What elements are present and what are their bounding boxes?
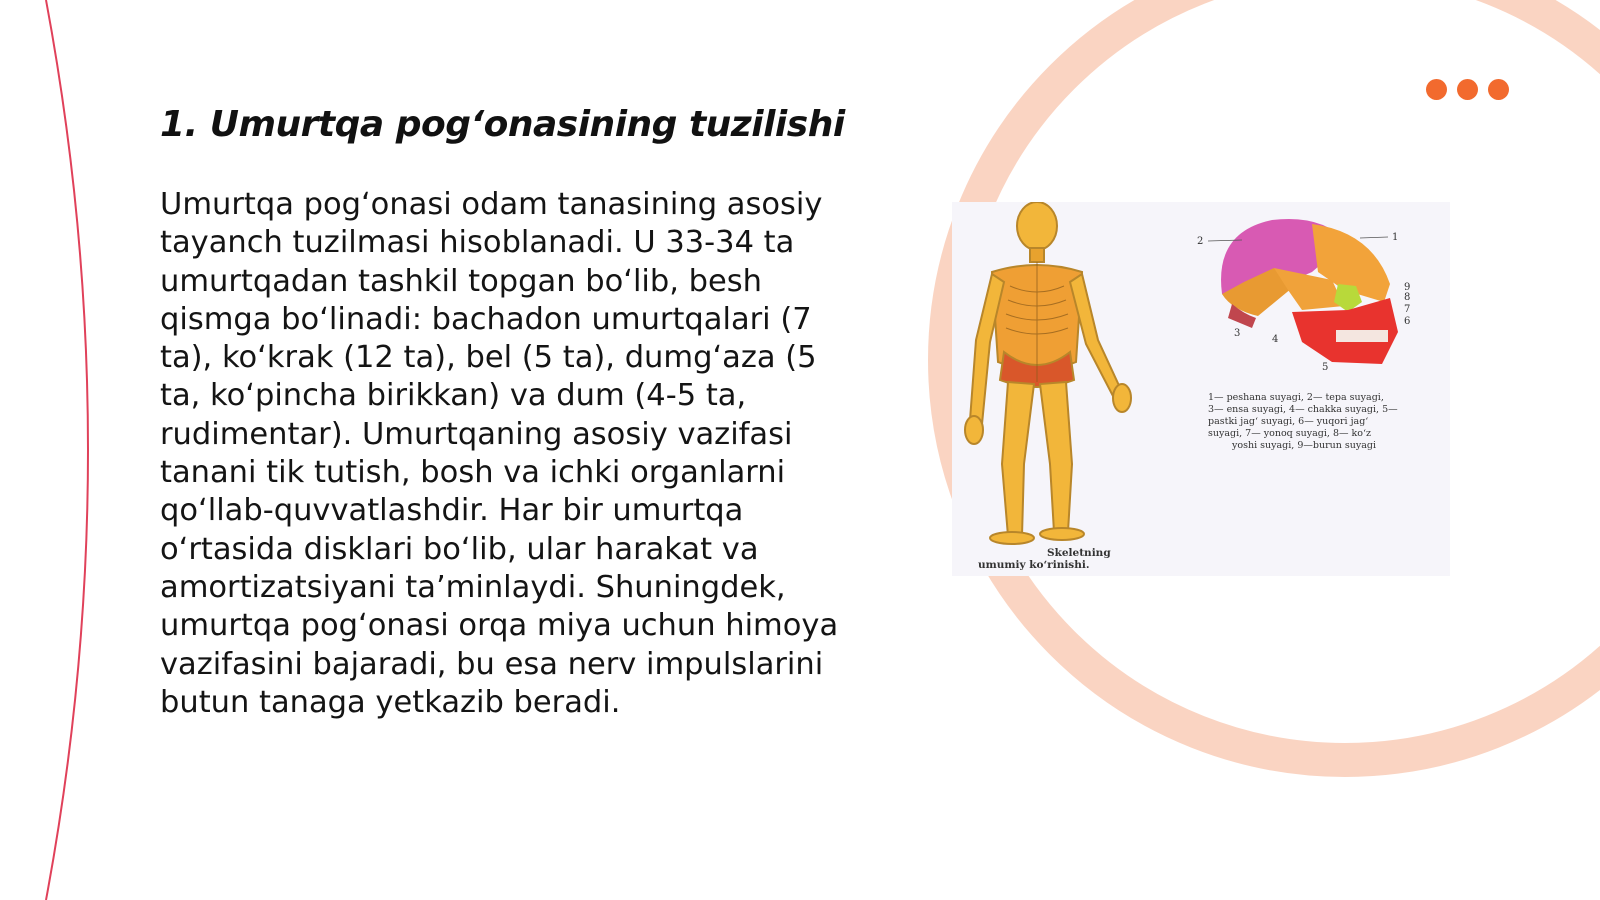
- svg-text:1: 1: [1392, 232, 1399, 243]
- svg-text:2: 2: [1197, 236, 1204, 247]
- svg-text:8: 8: [1404, 292, 1411, 303]
- menu-dots: [1426, 79, 1509, 100]
- svg-text:5: 5: [1322, 362, 1329, 373]
- svg-text:1— peshana suyagi, 2— tepa suy: 1— peshana suyagi, 2— tepa suyagi,: [1208, 392, 1384, 403]
- svg-text:3— ensa suyagi, 4— chakka suya: 3— ensa suyagi, 4— chakka suyagi, 5—: [1208, 404, 1398, 415]
- svg-text:4: 4: [1272, 334, 1279, 345]
- svg-text:suyagi, 7— yonoq suyagi, 8— ko: suyagi, 7— yonoq suyagi, 8— ko‘z: [1208, 428, 1372, 439]
- skeleton-skull-figure: [952, 202, 1450, 576]
- svg-text:yoshi suyagi, 9—burun suyagi: yoshi suyagi, 9—burun suyagi: [1232, 440, 1377, 451]
- dot-icon: [1426, 79, 1447, 100]
- skull-illustration: [1221, 219, 1398, 364]
- svg-text:9: 9: [1404, 282, 1411, 293]
- dot-icon: [1457, 79, 1478, 100]
- skull-legend: [1208, 392, 1398, 451]
- svg-text:3: 3: [1234, 328, 1241, 339]
- figure-caption: umumiy ko‘rinishi.: [978, 559, 1090, 571]
- svg-text:7: 7: [1404, 304, 1411, 315]
- skeleton-illustration: [965, 202, 1131, 544]
- slide-title: 1. Umurtqa pog‘onasining tuzilishi: [160, 104, 845, 145]
- svg-text:pastki jag‘ suyagi, 6— yuqori: pastki jag‘ suyagi, 6— yuqori jag‘: [1208, 416, 1369, 427]
- left-edge-curve: [46, 0, 88, 900]
- dot-icon: [1488, 79, 1509, 100]
- slide-body-text: Umurtqa pog‘onasi odam tanasining asosiy tayanch tuzilmasi hisoblanadi. U 33-34 ta umurtqadan tashkil topgan bo‘lib, besh qismga bo‘linadi: bachadon umurtqalari (7 ta), ko‘krak (12 ta), bel (5 ta), dumg‘aza (5 ta, ko‘pincha birikkan) va dum (4-5 ta, rudimentar). Umurtqaning asosiy vazifasi tanani tik tutish, bosh va ichki organlarni qo‘llab-quvvatlashdir. Har bir umurtqa o‘rtasida disklari bo‘lib, ular harakat va amortizatsiyani ta’minlaydi. Shuningdek, umurtqa pog‘onasi orqa miya uchun himoya vazifasini bajaradi, bu esa nerv impulslarini butun tanaga yetkazib beradi.: [160, 187, 839, 720]
- svg-text:6: 6: [1404, 316, 1411, 327]
- figure-caption: Skeletning: [1047, 547, 1111, 559]
